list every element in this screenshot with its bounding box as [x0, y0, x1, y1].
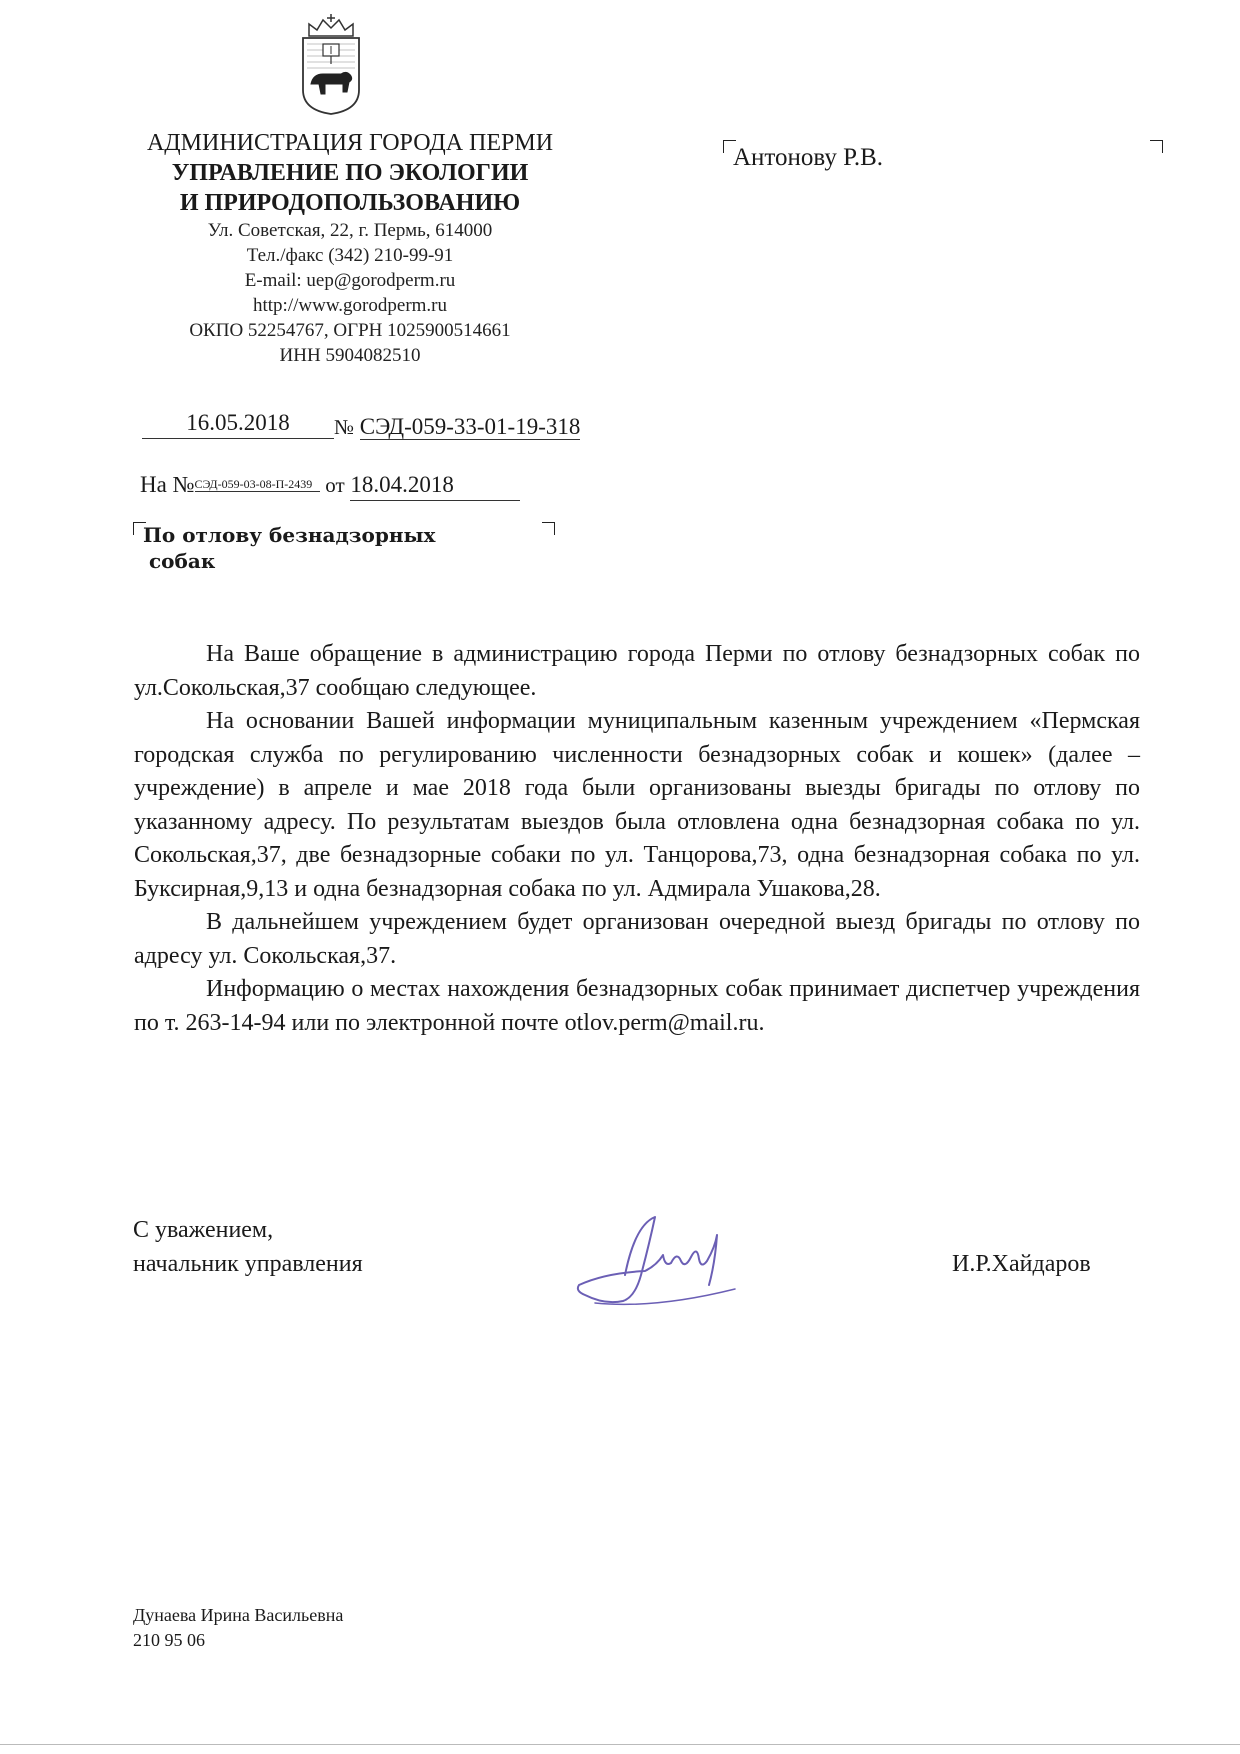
registration-date: 16.05.2018: [186, 410, 290, 435]
department-title-line1: УПРАВЛЕНИЕ ПО ЭКОЛОГИИ: [171, 160, 529, 186]
email: E-mail: uep@gorodperm.ru: [244, 270, 456, 291]
signer-name: И.Р.Хайдаров: [952, 1251, 1091, 1277]
okpo-ogrn: ОКПО 52254767, ОГРН 1025900514661: [189, 320, 511, 341]
number-sign: №: [334, 415, 355, 439]
closing-position: начальник управления: [133, 1251, 363, 1277]
subject: [143, 522, 435, 574]
coat-of-arms-icon: [295, 14, 367, 116]
reference-from: от: [325, 473, 345, 497]
reference-date: 18.04.2018: [350, 470, 520, 501]
registration-number-line: [334, 412, 580, 442]
executor: [133, 1603, 343, 1653]
subject-corner-right: [542, 522, 555, 535]
letterhead: [70, 128, 630, 368]
letter-body: [134, 638, 1140, 1040]
administration-title: АДМИНИСТРАЦИЯ ГОРОДА ПЕРМИ: [146, 130, 554, 156]
reference-prefix: На №: [140, 472, 195, 497]
website: http://www.gorodperm.ru: [252, 295, 448, 316]
inn: ИНН 5904082510: [279, 345, 421, 366]
department-title-line2: И ПРИРОДОПОЛЬЗОВАНИЮ: [179, 190, 521, 216]
executor-name: Дунаева Ирина Васильевна: [133, 1605, 344, 1625]
scan-edge: [0, 1744, 1240, 1745]
paragraph-1: На Ваше обращение в администрацию города Перми по отлову безнадзорных собак по ул.Сокольская,37 сообщаю следующее.: [134, 641, 1140, 701]
address: Ул. Советская, 22, г. Пермь, 614000: [207, 220, 493, 241]
executor-phone: 210 95 06: [133, 1630, 205, 1650]
subject-line1: По отлову безнадзорных: [143, 523, 436, 547]
closing-regards: С уважением,: [133, 1217, 274, 1243]
recipient: Антонову Р.В.: [733, 144, 884, 171]
paragraph-4: Информацию о местах нахождения безнадзорных собак принимает диспетчер учреждения по т. 263-14-94 или по электронной почте otlov.perm@mail.ru.: [134, 976, 1140, 1036]
closing: [133, 1213, 363, 1281]
paragraph-3: В дальнейшем учреждением будет организован очередной выезд бригады по отлову по адресу ул. Сокольская,37.: [134, 909, 1140, 969]
registration-date-underline: [142, 408, 334, 439]
signature-handwritten: [565, 1205, 755, 1315]
paragraph-2: На основании Вашей информации муниципальным казенным учреждением «Пермская городская служба по регулированию численности безнадзорных собак и кошек» (далее – учреждение) в апреле и мае 2018 года были организованы выезды бригады по отлову по указанному адресу. По результатам выездов была отловлена одна безнадзорная собака по ул. Сокольская,37, две безнадзорные собаки по ул. Танцорова,73, одна безнадзорная собака по ул. Буксирная,9,13 и одна безнадзорная собака по ул. Адмирала Ушакова,28.: [134, 708, 1140, 902]
reference-number: СЭД-059-03-08-П-2439: [195, 477, 320, 492]
registration-number: СЭД-059-33-01-19-318: [359, 414, 581, 439]
phone: Тел./факс (342) 210-99-91: [246, 245, 454, 266]
subject-line2: собак: [149, 549, 216, 573]
reference-line: [140, 470, 520, 501]
recipient-corner-right: [1150, 140, 1163, 153]
